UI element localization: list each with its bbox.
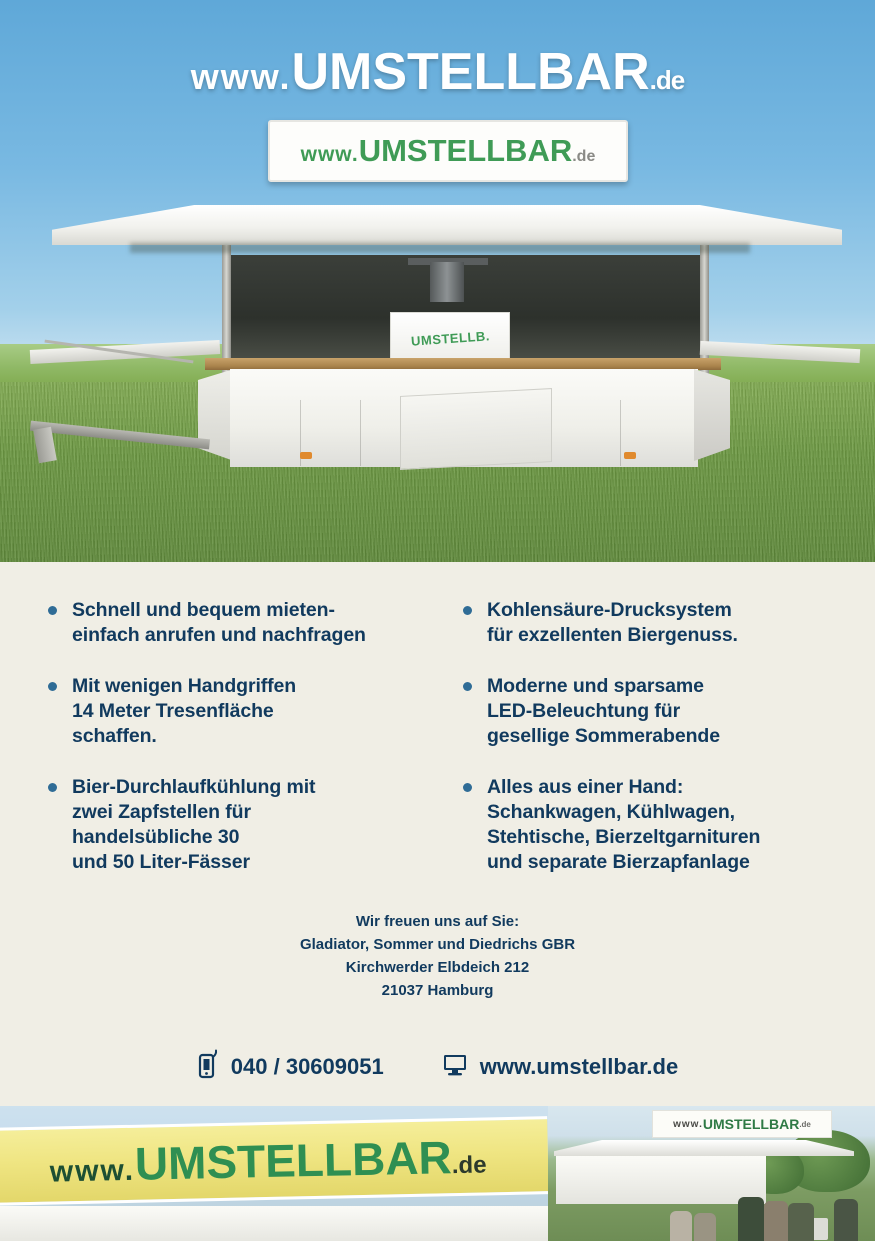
side-marker-light	[624, 452, 636, 459]
bullet-dot-icon	[48, 606, 57, 615]
side-marker-light	[300, 452, 312, 459]
person	[764, 1201, 788, 1241]
cooler-label: UMSTELLB.	[410, 327, 490, 349]
address-line-1: Wir freuen uns auf Sie:	[355, 913, 520, 930]
bullet-line: und 50 Liter-Fässer	[72, 851, 250, 873]
monitor-icon	[442, 1051, 468, 1083]
small-sign-main: UMSTELLBAR	[702, 1116, 800, 1132]
banner-www: www.	[49, 1153, 136, 1189]
trailer-hatch	[400, 388, 552, 470]
bullet-line: Schankwagen, Kühlwagen,	[487, 801, 736, 823]
banner-tld: .de	[451, 1151, 487, 1180]
yellow-banner-text	[49, 1129, 487, 1192]
panel-seam	[360, 400, 361, 466]
yellow-banner	[0, 1116, 548, 1206]
bullet-line: und separate Bierzapfanlage	[487, 851, 750, 873]
bottom-photo-left	[0, 1106, 548, 1241]
trailer-white-band	[0, 1206, 548, 1241]
bullet-list-right	[455, 598, 874, 875]
bullet-dot-icon	[463, 783, 472, 792]
bullet-dot-icon	[463, 682, 472, 691]
bottom-photo-strip	[0, 1106, 875, 1241]
bullet-list-left	[40, 598, 437, 875]
trailer-sign-main: UMSTELLBAR	[358, 133, 573, 168]
address-block	[0, 910, 875, 1002]
address-line-2: Gladiator, Sommer und Diedrichs GBR	[299, 936, 576, 953]
list-item	[455, 775, 874, 875]
person	[738, 1197, 764, 1241]
list-item	[455, 598, 874, 648]
content-section	[0, 562, 875, 1106]
bullet-line: Schnell und bequem mieten-	[72, 599, 335, 621]
bullet-line: Alles aus einer Hand:	[487, 776, 684, 798]
small-sign-tld: .de	[799, 1119, 811, 1129]
person	[670, 1211, 692, 1241]
bullet-line: Bier-Durchlaufkühlung mit	[72, 776, 316, 798]
bullet-dot-icon	[463, 606, 472, 615]
list-item	[455, 674, 874, 749]
bullet-line: 14 Meter Tresenfläche	[72, 700, 274, 722]
phone-number: 040 / 30609051	[230, 1054, 384, 1079]
bullet-line: Stehtische, Bierzeltgarnituren	[487, 826, 761, 848]
website-url: www.umstellbar.de	[479, 1054, 679, 1079]
bullet-line: Moderne und sparsame	[487, 675, 704, 697]
title-www: www.	[190, 56, 292, 97]
address-line-4: 21037 Hamburg	[381, 982, 494, 999]
trailer-sign-text	[301, 133, 596, 169]
bullet-line: gesellige Sommerabende	[487, 725, 720, 747]
trailer-sign-www: www.	[300, 143, 359, 166]
small-trailer-sign	[652, 1110, 832, 1138]
counter-top	[205, 358, 721, 370]
mobile-phone-icon	[197, 1049, 219, 1085]
small-sign-www: www.	[673, 1118, 703, 1130]
bullet-line: handelsübliche 30	[72, 826, 240, 848]
bullet-line: einfach anrufen und nachfragen	[72, 624, 366, 646]
canopy-shadow	[130, 243, 750, 253]
cooler-box	[390, 312, 510, 364]
bullet-line: Kohlensäure-Drucksystem	[487, 599, 732, 621]
list-item	[40, 674, 437, 749]
canopy-roof	[52, 205, 842, 245]
list-item	[40, 598, 437, 648]
bottom-photo-right	[548, 1106, 875, 1241]
title-main: UMSTELLBAR	[291, 43, 650, 101]
contact-website[interactable]	[442, 1051, 678, 1083]
trailer-sign-tld: .de	[572, 148, 596, 165]
bullet-line: LED-Beleuchtung für	[487, 700, 681, 722]
panel-seam	[620, 400, 621, 466]
list-item	[40, 775, 437, 875]
title-tld: .de	[649, 65, 685, 95]
beer-tap-tower	[430, 262, 464, 302]
contact-bar	[0, 1049, 875, 1085]
address-line-3: Kirchwerder Elbdeich 212	[345, 959, 530, 976]
bullet-line: für exzellenten Biergenuss.	[487, 624, 738, 646]
hero-photo	[0, 0, 875, 562]
person	[788, 1203, 814, 1241]
contact-phone[interactable]	[197, 1049, 384, 1085]
trailer-roof-sign	[268, 120, 628, 182]
person	[694, 1213, 716, 1241]
banner-main: UMSTELLBAR	[134, 1131, 453, 1190]
bullet-dot-icon	[48, 682, 57, 691]
small-trailer-body	[556, 1156, 766, 1204]
person	[834, 1199, 858, 1241]
small-canopy	[554, 1140, 854, 1156]
bullet-column-right	[437, 598, 874, 901]
trailer-body-right	[694, 369, 730, 461]
bullet-column-left	[0, 598, 437, 901]
bullet-dot-icon	[48, 783, 57, 792]
bullet-line: Mit wenigen Handgriffen	[72, 675, 297, 697]
bullet-line: schaffen.	[72, 725, 157, 747]
feature-bullets	[0, 598, 875, 901]
bullet-line: zwei Zapfstellen für	[72, 801, 251, 823]
page-title	[0, 42, 875, 102]
